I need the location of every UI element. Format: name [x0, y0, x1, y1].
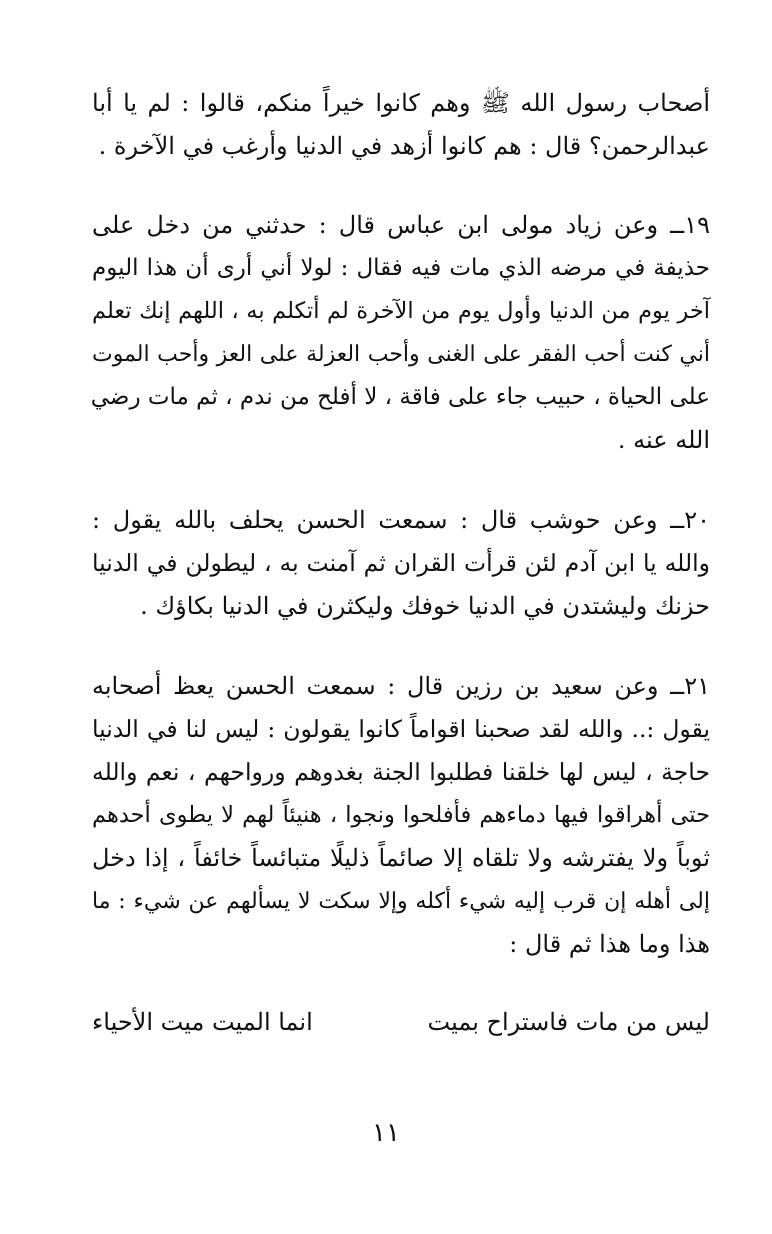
paragraph-21	[92, 665, 710, 966]
text-line: الله عنه .	[617, 426, 710, 454]
page-number: ١١	[372, 1118, 400, 1148]
text-line: على الحياة ، حبيب جاء على فاقة ، لا أفلح من ندم ، ثم مات رضي	[90, 384, 710, 410]
text-line: حزنك وليشتدن في الدنيا خوفك وليكثرن في الدنيا بكاؤك .	[140, 592, 710, 620]
text-line: حاجة ، ليس لها خلقنا فطلبوا الجنة بغدوهم ورواحهم ، نعم والله	[92, 758, 710, 786]
verse-second-hemistich: انما الميت ميت الأحياء	[92, 1008, 313, 1036]
text-line: أني كنت أحب الفقر على الغنى وأحب العزلة على العز وأحب الموت	[92, 342, 710, 367]
text-line: والله يا ابن آدم لئن قرأت القران ثم آمنت به ، ليطولن في الدنيا	[92, 549, 710, 577]
text-line: يقول :.. والله لقد صحبنا اقواماً كانوا يقولون : ليس لنا في الدنيا	[92, 715, 710, 743]
text-line: أصحاب رسول الله ﷺ وهم كانوا خيراً منكم، قالوا : لم يا أبا	[92, 89, 710, 117]
text-line: عبدالرحمن؟ قال : هم كانوا أزهد في الدنيا وأرغب في الآخرة .	[98, 132, 710, 160]
paragraph-20	[92, 499, 710, 628]
text-line: ثوباً ولا يفترشه ولا تلقاه إلا صائماً ذليلًا متبائساً خائفاً ، إذا دخل	[92, 844, 710, 872]
page-body	[92, 82, 710, 1044]
text-line: حتى أهراقوا فيها دماءهم فأفلحوا ونجوا ، هنيئاً لهم لا يطوى أحدهم	[92, 802, 710, 828]
paragraph-intro	[92, 82, 710, 168]
paragraph-19	[92, 204, 710, 462]
text-line: آخر يوم من الدنيا وأول يوم من الآخرة لم أتكلم به ، اللهم إنك تعلم	[92, 298, 710, 324]
poem-verse	[92, 1001, 710, 1044]
text-line: ٢٠ــ وعن حوشب قال : سمعت الحسن يحلف بالله يقول :	[92, 506, 710, 534]
text-line: ٢١ــ وعن سعيد بن رزين قال : سمعت الحسن يعظ أصحابه	[92, 672, 710, 700]
text-line: إلى أهله إن قرب إليه شيء أكله وإلا سكت لا يسألهم عن شيء : ما	[92, 889, 710, 914]
verse-first-hemistich: ليس من مات فاستراح بميت	[427, 1008, 710, 1036]
text-line: هذا وما هذا ثم قال :	[509, 930, 710, 958]
text-line: حذيفة في مرضه الذي مات فيه فقال : لولا أني أرى أن هذا اليوم	[92, 255, 710, 281]
text-line: ١٩ــ وعن زياد مولى ابن عباس قال : حدثني من دخل على	[92, 211, 710, 239]
